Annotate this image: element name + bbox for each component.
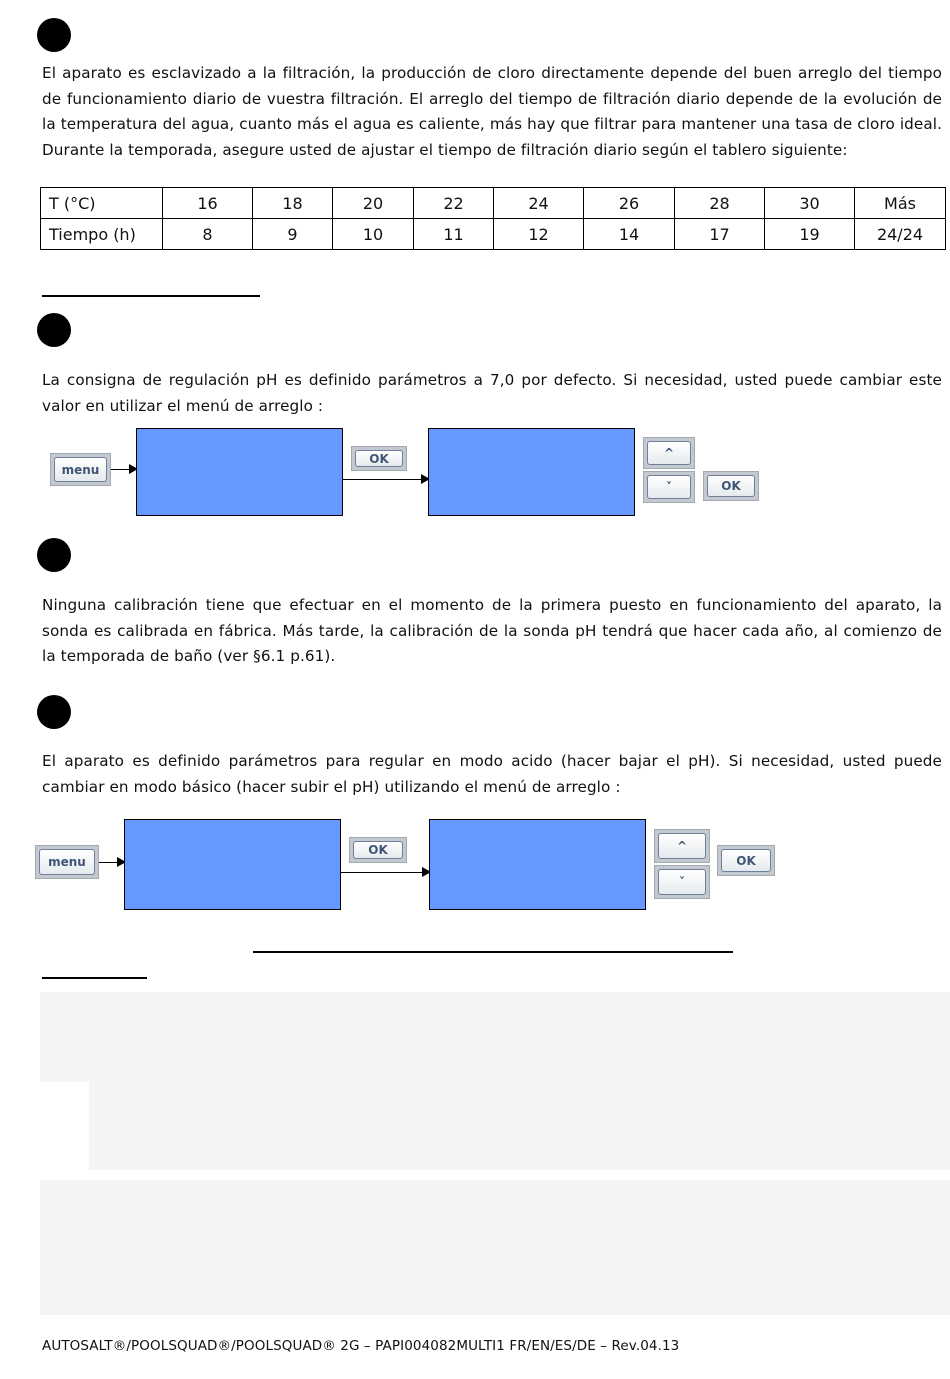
divider-line <box>42 295 260 297</box>
table-cell: 18 <box>253 188 333 219</box>
calibration-paragraph: Ninguna calibración tiene que efectuar en el momento de la primera puesto en funcionamiento del aparato, la sonda es calibrada en fábrica. Más tarde, la calibración de la sonda pH tendrá que hacer cada año, al comienzo de la temporada de baño (ver §6.1 p.61). <box>42 596 942 665</box>
blank-block <box>40 1180 950 1315</box>
down-button[interactable] <box>643 471 695 503</box>
table-cell: 17 <box>675 219 765 250</box>
divider-line <box>253 951 733 953</box>
display-screen <box>429 819 646 910</box>
table-cell: 24/24 <box>855 219 946 250</box>
section-bullet <box>37 313 71 347</box>
display-screen <box>428 428 635 516</box>
blank-block <box>89 1080 950 1170</box>
table-cell: 24 <box>494 188 584 219</box>
chevron-down-icon: ˅ <box>658 869 706 895</box>
flow-arrow <box>343 479 428 480</box>
table-row <box>41 188 946 219</box>
menu-button-label: menu <box>39 849 95 875</box>
table-cell: 14 <box>584 219 675 250</box>
up-button[interactable] <box>643 437 695 469</box>
table-cell: 28 <box>675 188 765 219</box>
table-cell: 22 <box>414 188 494 219</box>
display-screen <box>124 819 341 910</box>
table-cell: 19 <box>765 219 855 250</box>
chevron-up-icon: ^ <box>658 833 706 859</box>
ok-button[interactable] <box>703 471 759 501</box>
filtration-paragraph: El aparato es esclavizado a la filtración, la producción de cloro directamente depende del buen arreglo del tiempo de funcionamiento diario de vuestra filtración. El arreglo del tiempo de filtración diario depende de la evolución de la temperatura del agua, cuanto más el agua es caliente, más hay que filtrar para mantener una tasa de cloro ideal. Durante la temporada, asegure usted de ajustar el tiempo de filtración diario según el tablero siguiente: <box>42 64 942 159</box>
ph-setpoint-paragraph: La consigna de regulación pH es definido parámetros a 7,0 por defecto. Si necesidad, usted puede cambiar este valor en utilizar el menú de arreglo : <box>42 371 942 415</box>
ok-button-label: OK <box>707 475 755 497</box>
blank-block <box>40 992 950 1082</box>
table-cell: Más <box>855 188 946 219</box>
row-label-temperature: T (°C) <box>41 188 163 219</box>
table-cell: 9 <box>253 219 333 250</box>
flow-arrow <box>341 872 429 873</box>
filtration-time-table <box>40 187 946 250</box>
up-button[interactable] <box>654 829 710 863</box>
flow-arrow <box>99 862 124 863</box>
row-label-time: Tiempo (h) <box>41 219 163 250</box>
menu-button[interactable] <box>50 453 111 486</box>
ok-button[interactable] <box>717 845 775 876</box>
page-footer: AUTOSALT®/POOLSQUAD®/POOLSQUAD® 2G – PAPI004082MULTI1 FR/EN/ES/DE – Rev.04.13 <box>42 1338 680 1354</box>
section-bullet <box>37 695 71 729</box>
display-screen <box>136 428 343 516</box>
regulation-mode-paragraph: El aparato es definido parámetros para regular en modo acido (hacer bajar el pH). Si necesidad, usted puede cambiar en modo básico (hacer subir el pH) utilizando el menú de arreglo : <box>42 752 942 796</box>
table-cell: 11 <box>414 219 494 250</box>
menu-button[interactable] <box>35 845 99 879</box>
table-cell: 10 <box>333 219 414 250</box>
table-cell: 8 <box>163 219 253 250</box>
chevron-down-icon: ˅ <box>647 475 691 499</box>
menu-button-label: menu <box>54 457 107 482</box>
ok-button-label: OK <box>721 849 771 872</box>
section-bullet <box>37 538 71 572</box>
flow-arrow <box>111 469 136 470</box>
down-button[interactable] <box>654 865 710 899</box>
table-cell: 12 <box>494 219 584 250</box>
table-cell: 20 <box>333 188 414 219</box>
ok-button[interactable] <box>351 446 407 471</box>
table-row <box>41 219 946 250</box>
ok-button-label: OK <box>355 450 403 467</box>
table-cell: 26 <box>584 188 675 219</box>
chevron-up-icon: ^ <box>647 441 691 465</box>
ok-button-label: OK <box>353 841 403 859</box>
table-cell: 30 <box>765 188 855 219</box>
table-cell: 16 <box>163 188 253 219</box>
divider-line <box>42 977 147 979</box>
section-bullet <box>37 18 71 52</box>
ok-button[interactable] <box>349 837 407 863</box>
